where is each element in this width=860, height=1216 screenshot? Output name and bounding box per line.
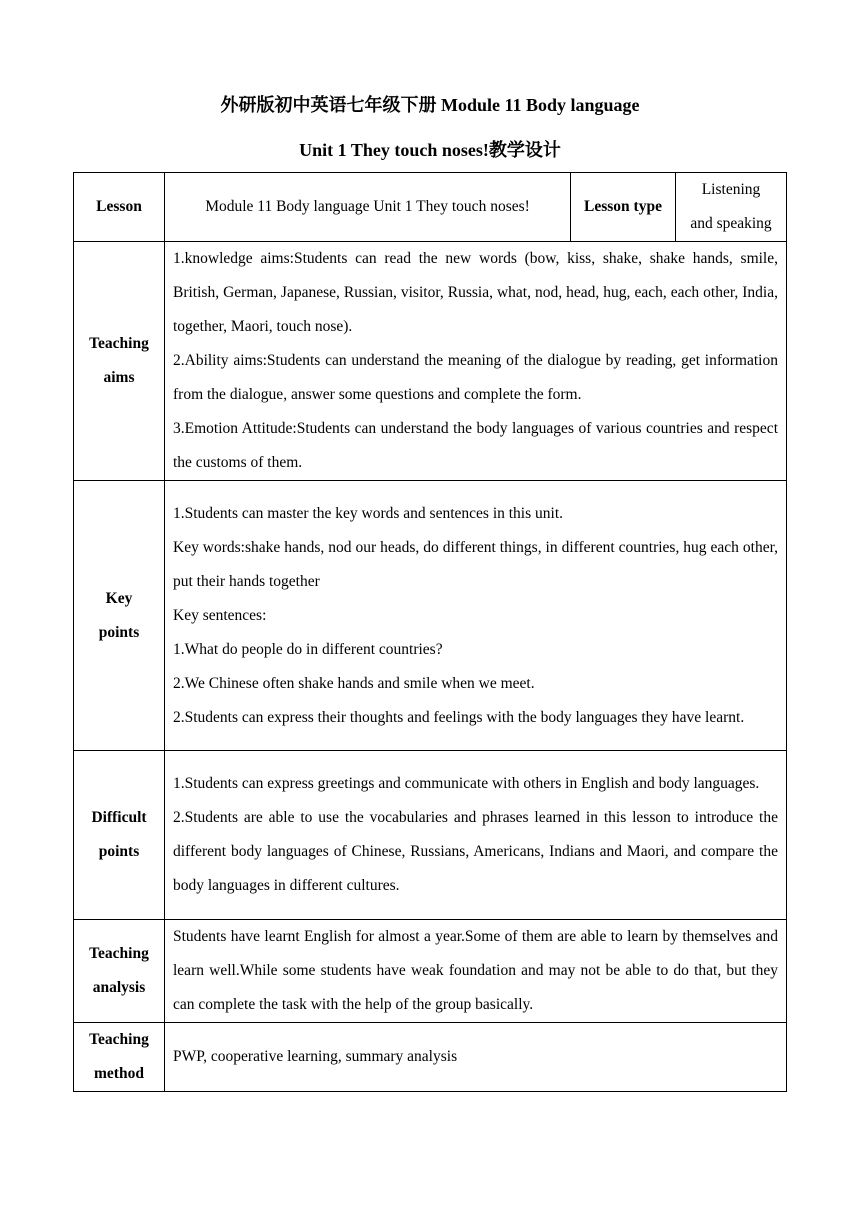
teaching-method-text: PWP, cooperative learning, summary analysis	[173, 1048, 458, 1065]
teaching-aim-item: 1.knowledge aims:Students can read the new words (bow, kiss, shake, shake hands, smile, British, German, Japanese, Russian, visitor, Russia, what, nod, head, hug, each, each other, India, together, Maori, touch nose).	[173, 250, 778, 335]
key-points-content	[165, 481, 787, 751]
page-subtitle: Unit 1 They touch noses!教学设计	[299, 140, 561, 160]
lesson-value: Module 11 Body language Unit 1 They touch noses!	[165, 173, 571, 242]
lesson-type-value	[676, 173, 787, 242]
difficult-points-label-line1: Difficult	[91, 809, 147, 826]
teaching-analysis-label-line1: Teaching	[89, 945, 149, 962]
key-points-label-line2: points	[98, 623, 140, 641]
teaching-aims-label-line1: Teaching	[89, 335, 149, 352]
key-points-label	[74, 481, 165, 751]
teaching-aims-label-line2: aims	[103, 369, 135, 386]
teaching-aim-item: 2.Ability aims:Students can understand the meaning of the dialogue by reading, get information from the dialogue, answer some questions and complete the form.	[173, 352, 778, 403]
lesson-label: Lesson	[74, 173, 165, 242]
teaching-analysis-label-line2: analysis	[92, 979, 146, 996]
teaching-method-label	[74, 1023, 165, 1092]
difficult-point-item: 1.Students can express greetings and communicate with others in English and body languages.	[173, 775, 760, 792]
key-point-item: 2.We Chinese often shake hands and smile when we meet.	[173, 674, 535, 692]
teaching-analysis-row	[74, 920, 787, 1023]
difficult-points-label	[74, 751, 165, 920]
teaching-analysis-content	[165, 920, 787, 1023]
lesson-type-value-line2: and speaking	[690, 215, 772, 232]
teaching-analysis-text: Students have learnt English for almost a year.Some of them are able to learn by themselves and learn well.While some students have weak foundation and may not be able to do that, but they can complete the task with the help of the group basically.	[173, 928, 778, 1013]
key-point-item: 2.Students can express their thoughts and feelings with the body languages they have learnt.	[173, 708, 745, 726]
key-point-item: 1.Students can master the key words and sentences in this unit.	[173, 504, 564, 522]
teaching-method-row	[74, 1023, 787, 1092]
difficult-points-content	[165, 751, 787, 920]
key-point-item: Key words:shake hands, nod our heads, do different things, in different countries, hug each other, put their hands together	[173, 538, 778, 590]
key-points-row	[74, 481, 787, 751]
key-point-item: Key sentences:	[173, 606, 267, 624]
lesson-plan-table	[73, 172, 787, 1092]
teaching-aim-item: 3.Emotion Attitude:Students can understand the body languages of various countries and respect the customs of them.	[173, 420, 778, 471]
teaching-aims-content	[165, 242, 787, 481]
difficult-point-item: 2.Students are able to use the vocabularies and phrases learned in this lesson to introduce the different body languages of Chinese, Russians, Americans, Indians and Maori, and compare the body languages in different cultures.	[173, 809, 778, 894]
key-points-label-line1: Key	[105, 589, 133, 607]
teaching-aims-row	[74, 242, 787, 481]
difficult-points-label-line2: points	[98, 843, 140, 860]
lesson-type-value-line1: Listening	[701, 181, 761, 198]
teaching-method-content	[165, 1023, 787, 1092]
lesson-type-label: Lesson type	[571, 173, 676, 242]
teaching-analysis-label	[74, 920, 165, 1023]
teaching-method-label-line1: Teaching	[89, 1031, 149, 1048]
teaching-method-label-line2: method	[94, 1065, 144, 1082]
teaching-aims-label	[74, 242, 165, 481]
difficult-points-row	[74, 751, 787, 920]
key-point-item: 1.What do people do in different countries?	[173, 640, 443, 658]
page-title: 外研版初中英语七年级下册 Module 11 Body language	[220, 95, 640, 115]
lesson-row	[74, 173, 787, 242]
